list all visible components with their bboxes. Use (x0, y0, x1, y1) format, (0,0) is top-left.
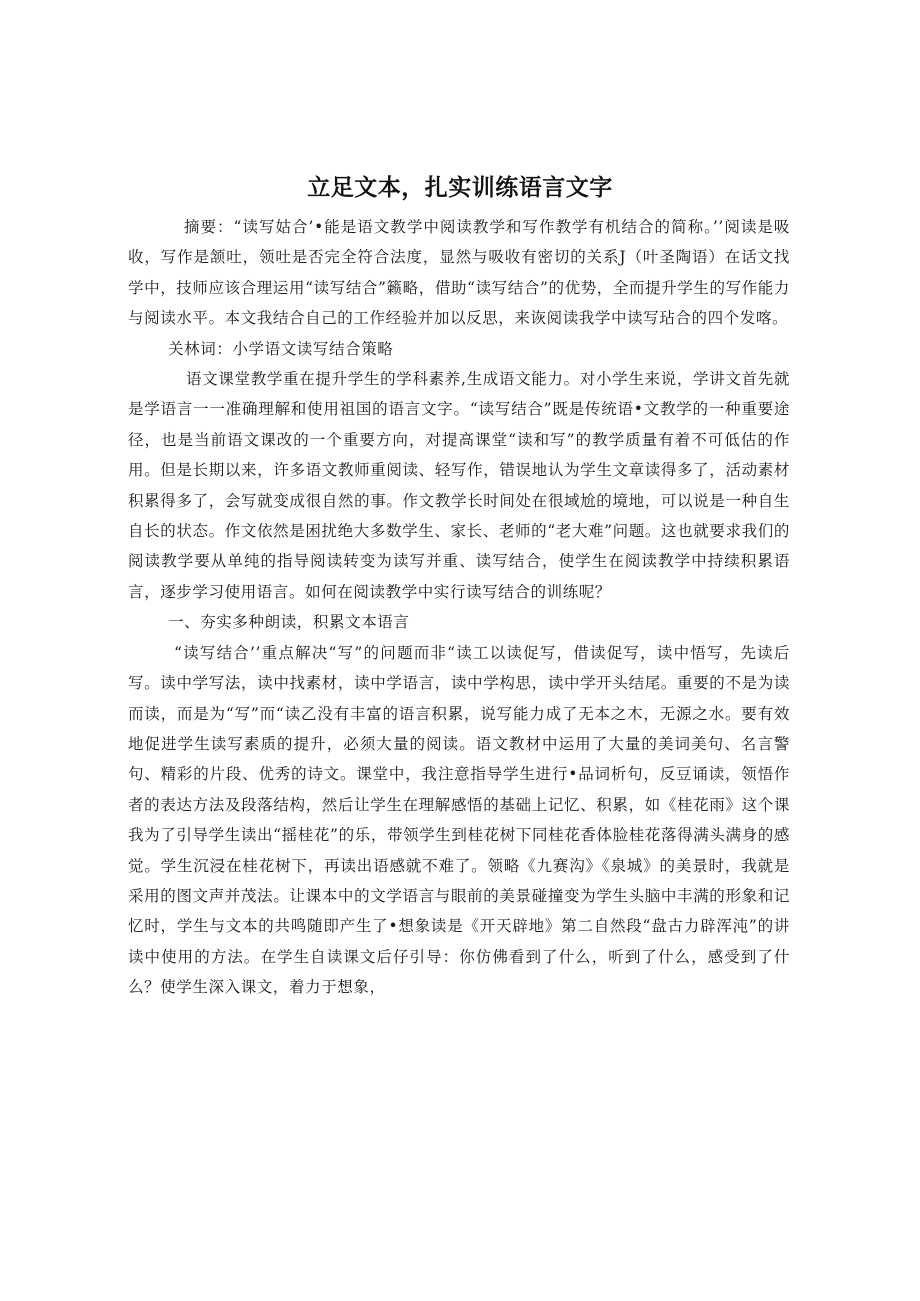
section-heading: 一、夯实多种朗读，积累文本语言 (168, 613, 410, 632)
document-title: 立足文本，扎实训练语言文字 (307, 175, 613, 201)
abstract-paragraph: 摘要：“读写姑合’•能是语文教学中阅读教学和写作教学有机结合的简称。’’阅读是吸收，写作是颔吐，领吐是否完全符合法度，显然与吸收有密切的关系J（叶圣陶语）在话文找学中，技师应该合理运用“读写结合”籁略，借助“读写结合”的优势，全而提升学生的写作能力与阅读水平。本文我结合自己的工作经验并加以反思，来诙阅读我学中读写玷合的四个发喀。 (128, 218, 790, 328)
intro-paragraph: 语文课堂教学重在提升学生的学科素养,生成语文能力。对小学生来说，学讲文首先就是学语言一一准确理解和使用祖国的语言文字。“读写结合”既是传统语•文教学的一种重要途径，也是当前语文课改的一个重要方向，对提高课堂“读和写”的教学质量有着不可低估的作用。但是长期以来，许多语文教师重阅读、轻写作，错误地认为学生文章读得多了，活动素材积累得多了，会写就变成很自然的事。作文教学长时间处在很域尬的境地，可以说是一种自生自长的状态。作文依然是困扰绝大多数学生、家长、老师的“老大难”问题。这也就要求我们的阅读教学要从单纯的指导阅读转变为读写并重、读写结合，使学生在阅读教学中持续积累语言，逐步学习使用语言。如何在阅读教学中实行读写结合的训练呢？ (128, 370, 790, 601)
document-body (128, 212, 790, 1003)
section-paragraph: “读写结合’’重点解决“写”的问题而非“读工以读促写，借读促写，读中悟写，先读后写。读中学写法，读中找素材，读中学语言，读中学构思，读中学开头结尾。重要的不是为读而读，而是为“写”而“读乙没有丰富的语言积累，说写能力成了无本之木，无源之水。要有效地促进学生读写素质的提升，必须大量的阅读。语文教材中运用了大量的美词美句、名言警句、精彩的片段、优秀的诗文。课堂中，我注意指导学生进行•品词析句，反豆诵读，领悟作者的表达方法及段落结构，然后让学生在理解感悟的基础上记忆、积累，如《桂花雨》这个课我为了引导学生读出“摇桂花”的乐，带领学生到桂花树下同桂花香体脸桂花落得满头满身的感觉。学生沉浸在桂花树下，再读出语感就不难了。领略《九赛沟》《泉城》的美景时，我就是采用的图文声并茂法。让课本中的文学语言与眼前的美景碰撞变为学生头脑中丰满的形象和记忆时，学生与文本的共鸣随即产生了•想象读是《开天辟地》第二自然段“盘古力辟浑沌”的讲读中使用的方法。在学生自读课文后仔引导：你仿佛看到了什么，听到了什么，感受到了什么？使学生深入课文，着力于想象， (128, 643, 790, 997)
keywords-line: 关林词：小学语文读写结合策略 (168, 339, 394, 358)
